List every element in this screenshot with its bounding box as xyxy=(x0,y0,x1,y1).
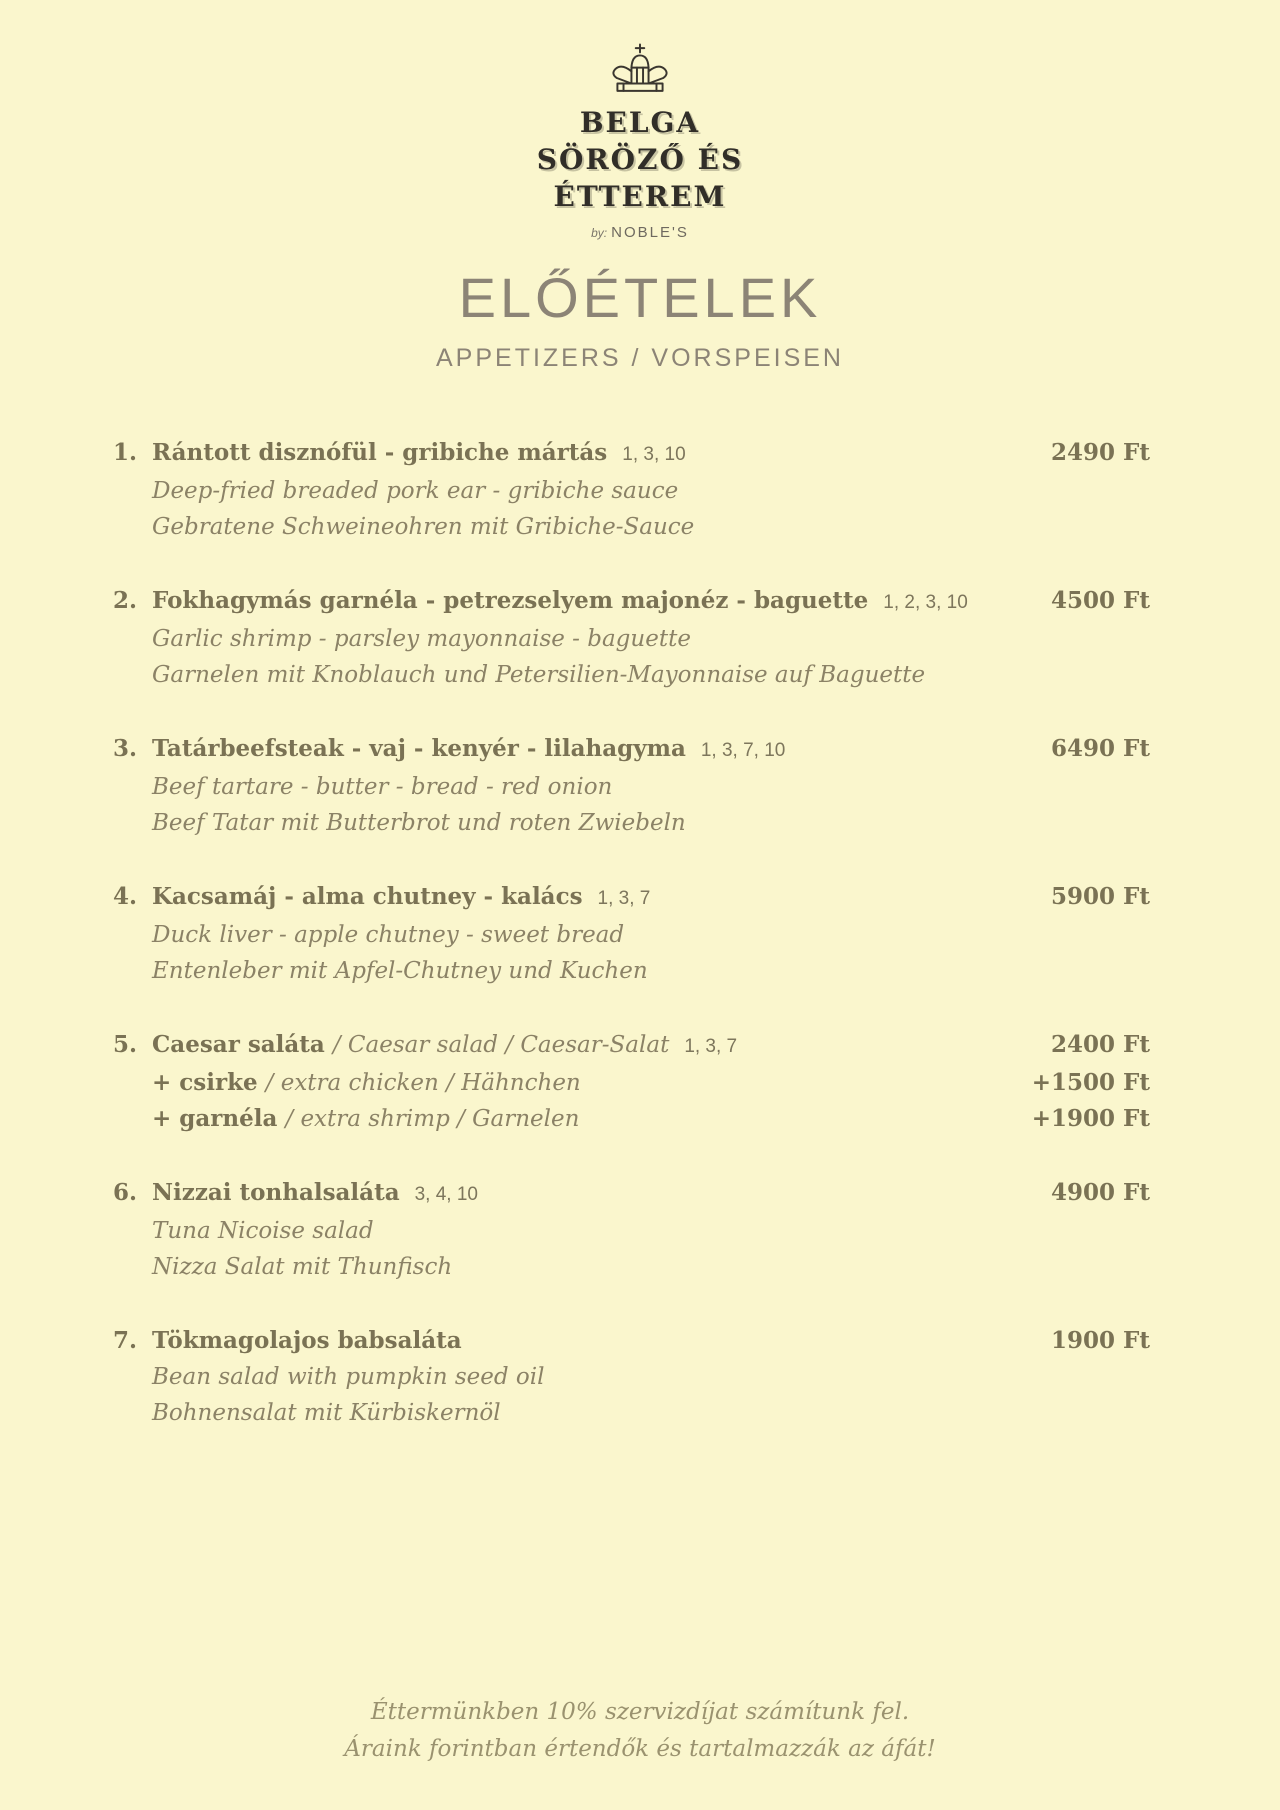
item-translation-en: Bean salad with pumpkin seed oil xyxy=(152,1364,545,1390)
restaurant-logo xyxy=(0,0,1280,241)
item-translation-de-row xyxy=(113,509,1150,545)
item-name: Tatárbeefsteak - vaj - kenyér - lilahagyma xyxy=(152,735,686,762)
item-translation-de: Gebratene Schweineohren mit Gribiche-Sauce xyxy=(152,514,695,540)
extra-name-translations: / extra chicken / Hähnchen xyxy=(265,1070,581,1096)
footer-note xyxy=(0,1694,1280,1768)
item-name-row xyxy=(113,435,1150,473)
logo-line-2: SÖRÖZŐ ÉS xyxy=(536,143,744,176)
menu-item-6 xyxy=(113,1175,1150,1285)
item-number: 7. xyxy=(113,1327,138,1354)
menu-item-3 xyxy=(113,731,1150,841)
item-translation-en: Beef tartare - butter - bread - red onion xyxy=(152,774,613,800)
item-translation-en-row xyxy=(113,769,1150,805)
footer-line-2: Áraink forintban értendők és tartalmazzák az áfát! xyxy=(344,1736,936,1762)
byline-prefix: by: xyxy=(591,226,608,240)
item-name-translations: / Caesar salad / Caesar-Salat xyxy=(332,1032,670,1058)
item-name-row xyxy=(113,731,1150,769)
item-extra-row-1 xyxy=(113,1065,1150,1101)
crown-icon xyxy=(575,42,705,100)
item-name: Fokhagymás garnéla - petrezselyem majonéz - baguette xyxy=(152,587,869,614)
item-name: Tökmagolajos babsaláta xyxy=(152,1327,462,1354)
menu-list xyxy=(113,435,1150,1431)
item-allergens: 1, 3, 7 xyxy=(597,888,651,909)
logo-line-1: BELGA xyxy=(579,106,701,139)
item-translation-en-row xyxy=(113,1213,1150,1249)
item-name-row xyxy=(113,583,1150,621)
item-name: Kacsamáj - alma chutney - kalács xyxy=(152,883,583,910)
item-extra-row-2 xyxy=(113,1101,1150,1137)
extra-name: + garnéla xyxy=(152,1105,278,1132)
menu-item-2 xyxy=(113,583,1150,693)
page-subtitle: APPETIZERS / VORSPEISEN xyxy=(436,344,844,372)
item-price: 2490 Ft xyxy=(1051,439,1150,466)
logo-line-3: ÉTTEREM xyxy=(553,180,727,213)
item-translation-de: Entenleber mit Apfel-Chutney und Kuchen xyxy=(152,958,648,984)
logo-byline xyxy=(0,224,1280,241)
item-translation-en-row xyxy=(113,473,1150,509)
extra-name-translations: / extra shrimp / Garnelen xyxy=(285,1106,580,1132)
page-title: ELŐÉTELEK xyxy=(458,266,822,329)
item-name: Caesar saláta xyxy=(152,1031,325,1058)
item-name-row xyxy=(113,1027,1150,1065)
item-name-row xyxy=(113,1175,1150,1213)
item-price: 2400 Ft xyxy=(1051,1031,1150,1058)
extra-name: + csirke xyxy=(152,1069,258,1096)
item-translation-en: Tuna Nicoise salad xyxy=(152,1218,374,1244)
item-translation-de-row xyxy=(113,657,1150,693)
menu-item-4 xyxy=(113,879,1150,989)
item-translation-en: Deep-fried breaded pork ear - gribiche sauce xyxy=(152,478,679,504)
item-number: 5. xyxy=(113,1031,138,1058)
item-number: 3. xyxy=(113,735,138,762)
footer-line-1: Éttermünkben 10% szervizdíjat számítunk fel. xyxy=(370,1699,910,1725)
item-translation-en-row xyxy=(113,917,1150,953)
item-allergens: 1, 2, 3, 10 xyxy=(883,592,968,613)
item-price: 1900 Ft xyxy=(1051,1327,1150,1354)
item-number: 1. xyxy=(113,439,138,466)
menu-item-1 xyxy=(113,435,1150,545)
item-translation-de: Bohnensalat mit Kürbiskernöl xyxy=(152,1400,501,1426)
item-translation-de-row xyxy=(113,953,1150,989)
menu-item-5 xyxy=(113,1027,1150,1137)
item-translation-en-row xyxy=(113,621,1150,657)
item-translation-de-row xyxy=(113,805,1150,841)
item-allergens: 1, 3, 7, 10 xyxy=(700,740,786,761)
byline-name: NOBLE'S xyxy=(611,224,689,241)
item-allergens: 1, 3, 7 xyxy=(684,1036,738,1057)
item-translation-de-row xyxy=(113,1249,1150,1285)
item-number: 2. xyxy=(113,587,138,614)
item-price: 6490 Ft xyxy=(1051,735,1150,762)
item-translation-de: Garnelen mit Knoblauch und Petersilien-Mayonnaise auf Baguette xyxy=(152,662,926,688)
item-name: Rántott disznófül - gribiche mártás xyxy=(152,439,608,466)
item-translation-de: Nizza Salat mit Thunfisch xyxy=(152,1254,453,1280)
item-number: 4. xyxy=(113,883,138,910)
extra-price: +1900 Ft xyxy=(1031,1105,1150,1132)
item-translation-en-row xyxy=(113,1359,1150,1395)
item-name: Nizzai tonhalsaláta xyxy=(152,1179,400,1206)
item-translation-de-row xyxy=(113,1395,1150,1431)
item-translation-de: Beef Tatar mit Butterbrot und roten Zwiebeln xyxy=(152,810,686,836)
item-translation-en: Duck liver - apple chutney - sweet bread xyxy=(152,922,625,948)
item-number: 6. xyxy=(113,1179,138,1206)
item-name-row xyxy=(113,1323,1150,1359)
item-price: 4900 Ft xyxy=(1051,1179,1150,1206)
item-allergens: 1, 3, 10 xyxy=(622,444,686,465)
item-price: 5900 Ft xyxy=(1051,883,1150,910)
item-price: 4500 Ft xyxy=(1051,587,1150,614)
item-translation-en: Garlic shrimp - parsley mayonnaise - baguette xyxy=(152,626,691,652)
item-name-row xyxy=(113,879,1150,917)
item-allergens: 3, 4, 10 xyxy=(414,1184,478,1205)
menu-item-7 xyxy=(113,1323,1150,1431)
extra-price: +1500 Ft xyxy=(1031,1069,1150,1096)
